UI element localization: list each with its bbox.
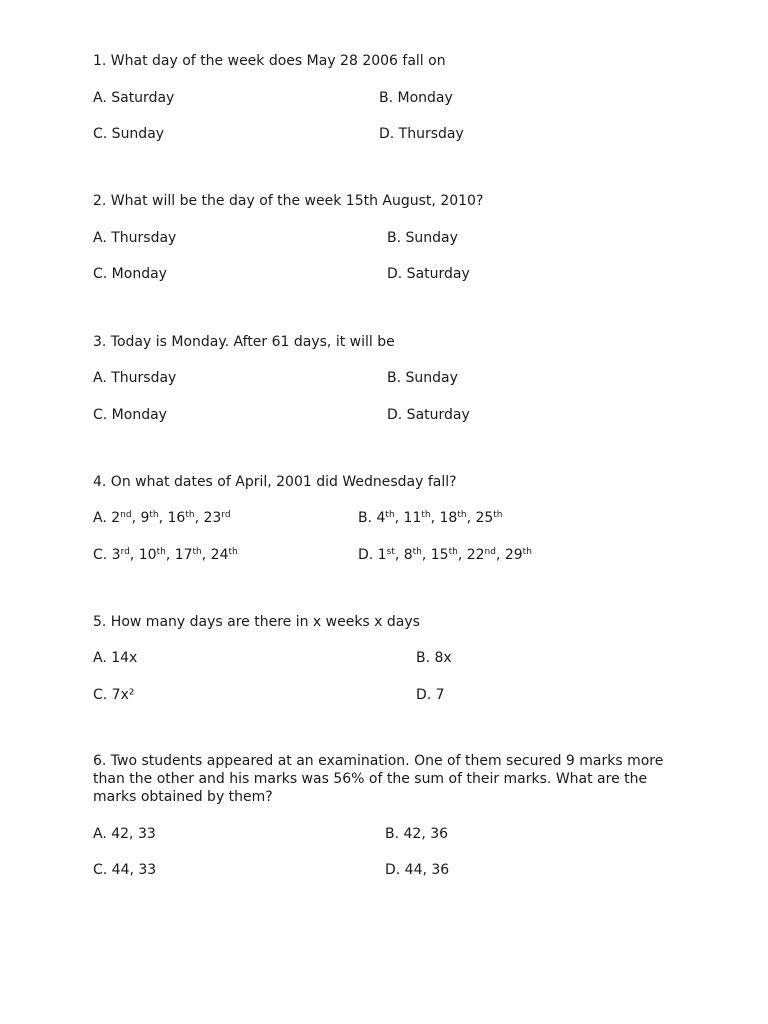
option-d: D. Thursday [379, 126, 464, 142]
question-3 [93, 333, 693, 351]
option-c: C. Monday [93, 266, 167, 282]
question-text: 5. How many days are there in x weeks x days [93, 614, 420, 630]
question-5 [93, 613, 693, 631]
question-1 [93, 52, 693, 70]
ordinal-suffix: th [192, 547, 202, 557]
option-b: B. 4th, 11th, 18th, 25th [358, 510, 503, 526]
option-a: A. Saturday [93, 90, 175, 106]
option-d: D. 7 [416, 687, 445, 703]
option-d: D. 44, 36 [385, 862, 450, 878]
option-c: C. 3rd, 10th, 17th, 24th [93, 547, 238, 563]
option-a: A. 42, 33 [93, 826, 156, 842]
ordinal-suffix: nd [484, 547, 496, 557]
option-a: A. 2nd, 9th, 16th, 23rd [93, 510, 231, 526]
ordinal-suffix: th [412, 547, 422, 557]
option-c: C. Sunday [93, 126, 165, 142]
ordinal-suffix: th [448, 547, 458, 557]
option-a: A. Thursday [93, 370, 177, 386]
question-2 [93, 192, 693, 210]
ordinal-suffix: th [385, 510, 395, 520]
option-c: C. 7x² [93, 687, 135, 703]
option-d: D. 1st, 8th, 15th, 22nd, 29th [358, 547, 532, 563]
option-b: B. Sunday [387, 370, 458, 386]
option-b: B. Monday [379, 90, 453, 106]
ordinal-suffix: th [457, 510, 467, 520]
option-a: A. Thursday [93, 230, 177, 246]
question-text: 4. On what dates of April, 2001 did Wednesday fall? [93, 474, 457, 490]
question-text: 3. Today is Monday. After 61 days, it will be [93, 334, 395, 350]
option-b: B. Sunday [387, 230, 458, 246]
option-b: B. 42, 36 [385, 826, 449, 842]
option-d: D. Saturday [387, 266, 470, 282]
ordinal-suffix: th [493, 510, 503, 520]
option-a: A. 14x [93, 650, 138, 666]
ordinal-suffix: nd [120, 510, 132, 520]
ordinal-suffix: th [185, 510, 195, 520]
question-text: 6. Two students appeared at an examination. One of them secured 9 marks more than the other and his marks was 56% of the sum of their marks. What are the marks obtained by them? [93, 753, 664, 805]
option-c: C. Monday [93, 407, 167, 423]
question-6 [93, 752, 683, 806]
option-b: B. 8x [416, 650, 452, 666]
ordinal-suffix: th [421, 510, 431, 520]
question-text: 1. What day of the week does May 28 2006 fall on [93, 53, 446, 69]
option-d: D. Saturday [387, 407, 470, 423]
ordinal-suffix: th [228, 547, 238, 557]
question-text: 2. What will be the day of the week 15th August, 2010? [93, 193, 484, 209]
question-4 [93, 473, 693, 491]
ordinal-suffix: th [522, 547, 532, 557]
ordinal-suffix: st [386, 547, 395, 557]
ordinal-suffix: rd [221, 510, 231, 520]
ordinal-suffix: th [156, 547, 166, 557]
ordinal-suffix: th [149, 510, 159, 520]
ordinal-suffix: rd [120, 547, 130, 557]
option-c: C. 44, 33 [93, 862, 157, 878]
